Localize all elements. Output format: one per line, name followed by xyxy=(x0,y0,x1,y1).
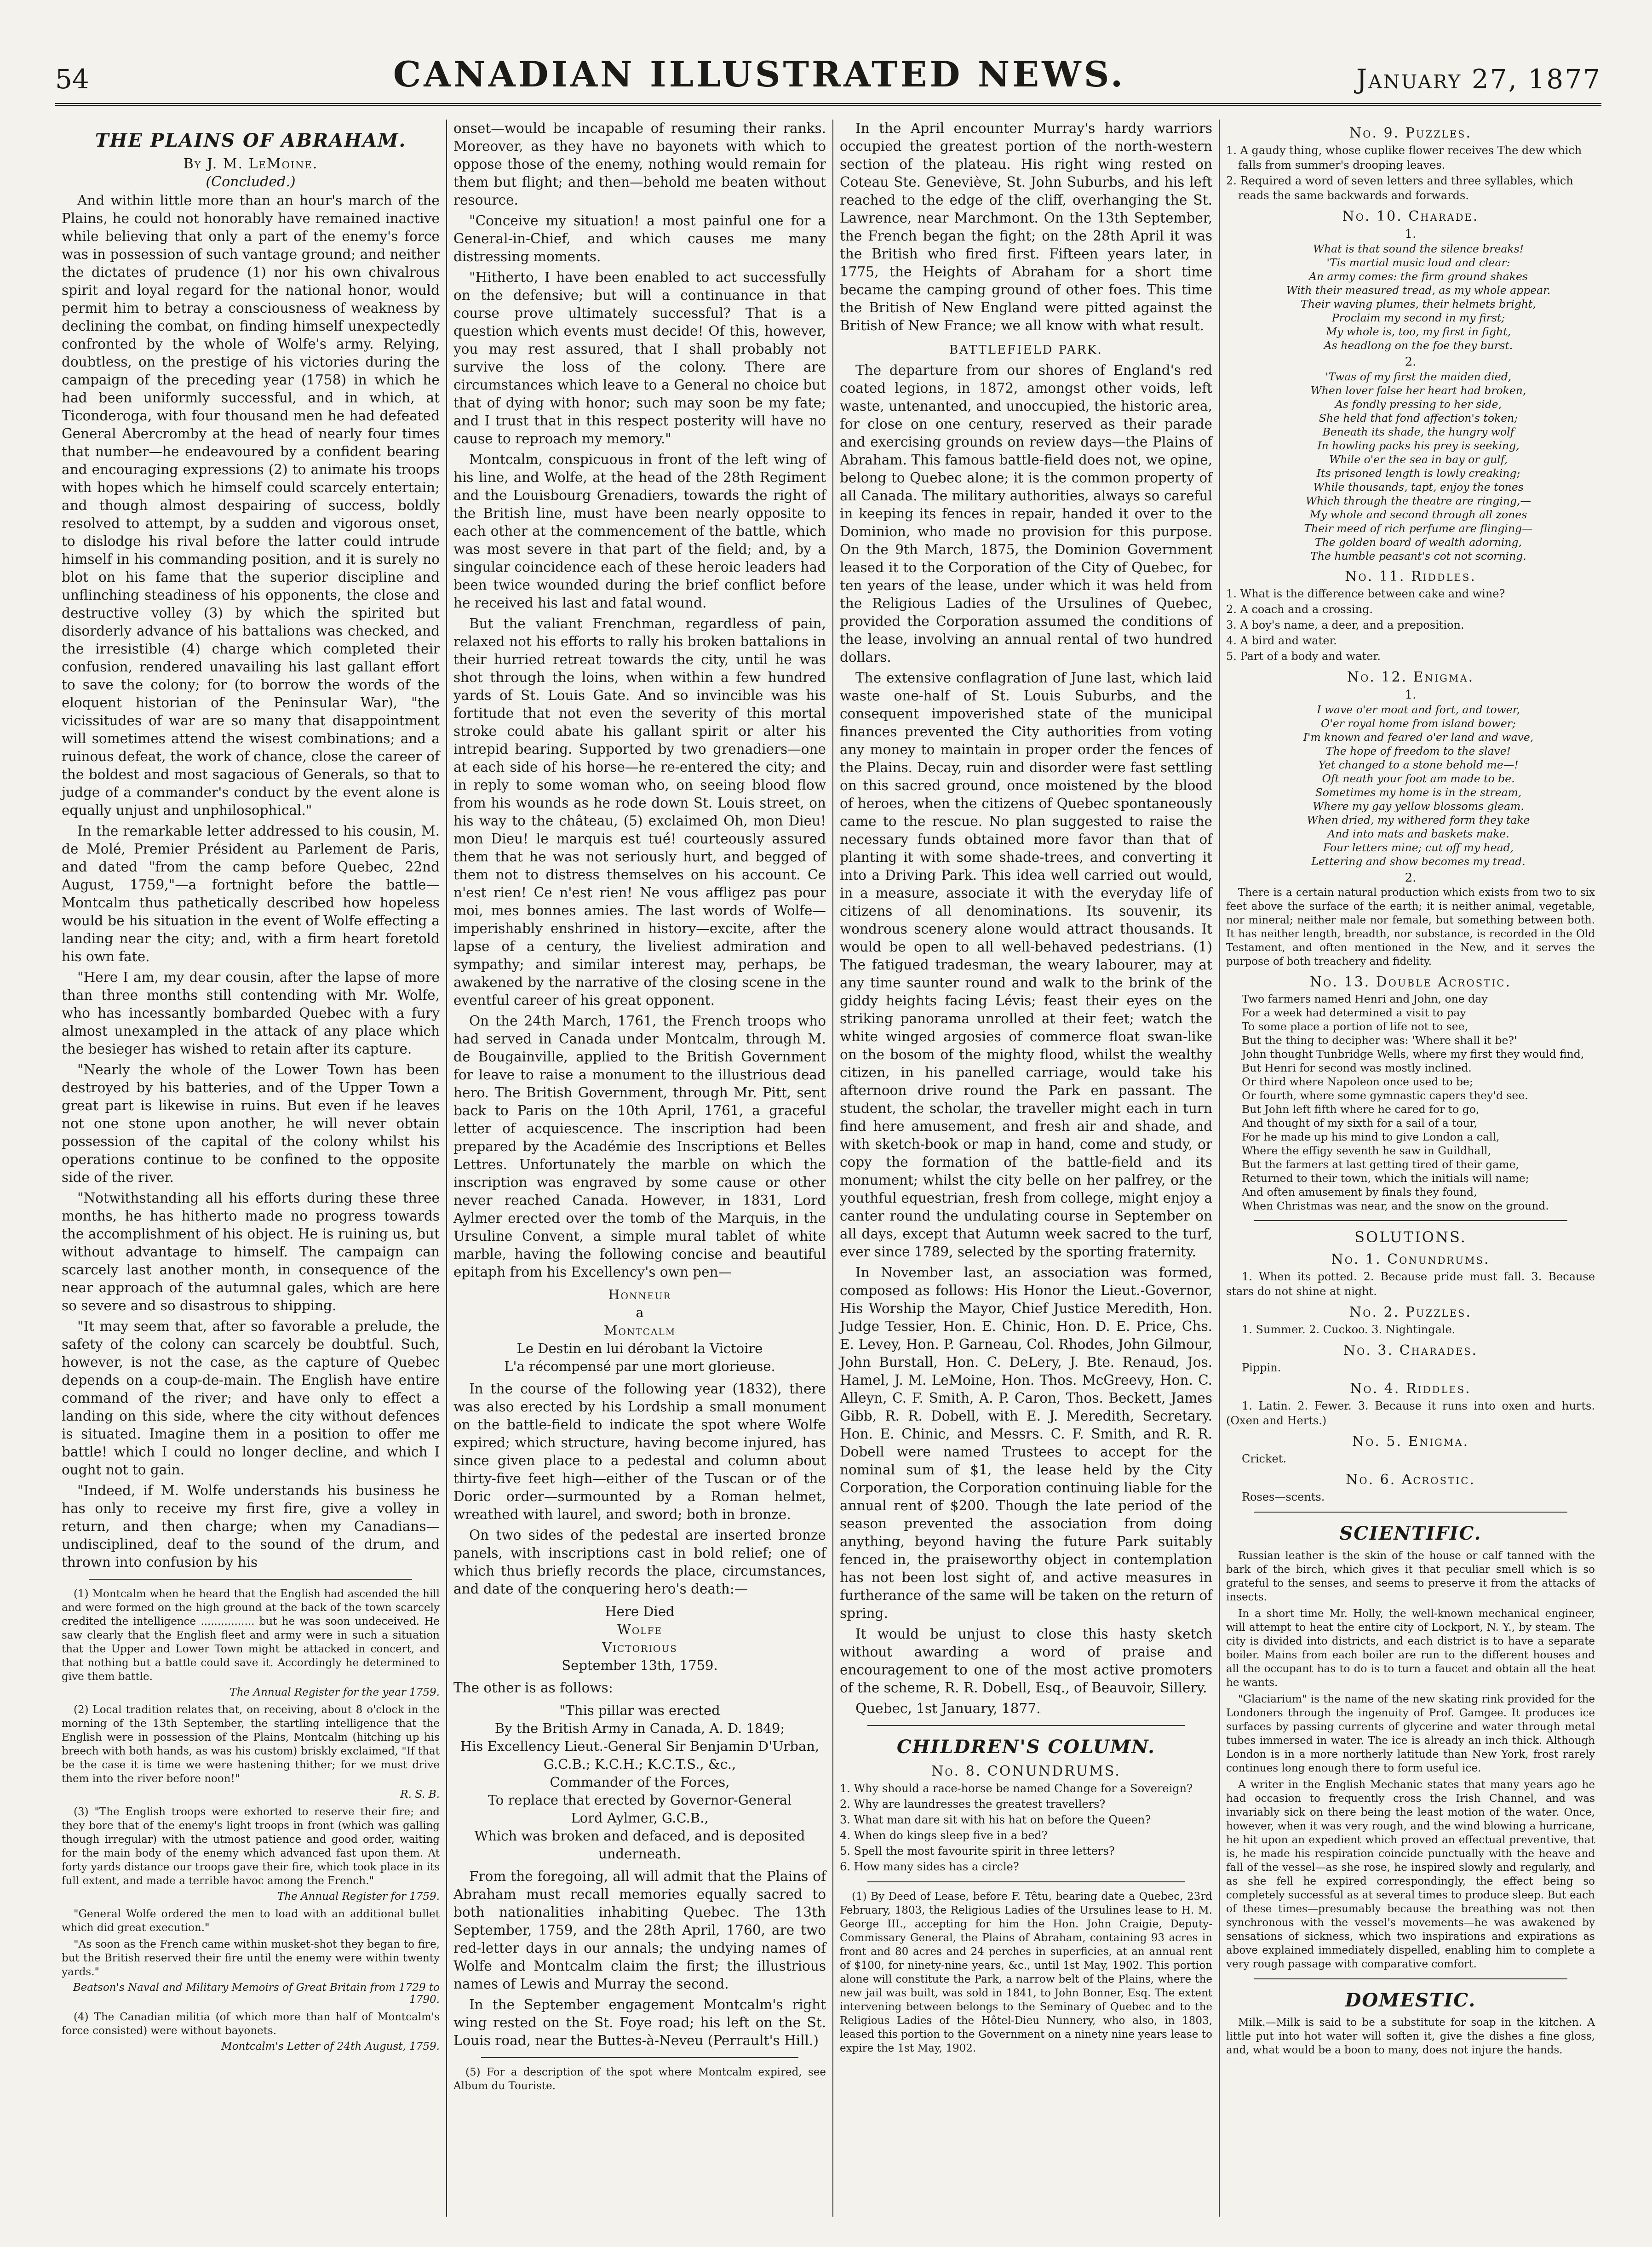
paragraph: onset—would be incapable of resuming their ranks. Moreover, as they have no bayonets with which to oppose those of the enemy, nothing would remain for them but flight; and then—behold me beaten without resource. xyxy=(453,120,826,208)
epitaph-wolfe xyxy=(453,1603,826,1674)
verse-line: Which through the theatre are ringing,— xyxy=(1305,494,1532,507)
part-number: 1. xyxy=(1405,688,1417,702)
list-item: 4. A bird and water. xyxy=(1226,634,1337,647)
divider xyxy=(89,1579,412,1580)
column-1 xyxy=(55,120,446,2217)
list-item: 3. A boy's name, a deer, and a preposition. xyxy=(1226,619,1464,631)
paragraph: "Here I am, my dear cousin, after the lapse of more than three months still contending with Mr. Wolfe, who has incessantly bombarded Quebec with a fury almost unexampled in the attack of any place which the besieger has wished to retain after its capture. xyxy=(62,969,440,1057)
list-item: 1. A gaudy thing, whose cuplike flower receives The dew which falls from summer's drooping leaves. xyxy=(1226,144,1582,172)
list-item: 4. When do kings sleep five in a bed? xyxy=(840,1829,1048,1842)
epitaph-line: Honneur xyxy=(608,1287,671,1302)
footnote-source: The Annual Register for the year 1759. xyxy=(229,1686,440,1698)
footnote: (4) The Canadian militia (of which more than half of Montcalm's force consisted) were without bayonets. xyxy=(62,2011,440,2037)
divider xyxy=(481,2057,798,2058)
verse-line: As headlong on the foe they burst. xyxy=(1324,339,1513,352)
solution-title: No. 6. Acrostic. xyxy=(1346,1472,1475,1488)
issue-date: January 27, 1877 xyxy=(1356,63,1601,95)
footnote-source: Beatson's Naval and Military Memoirs of Great Britain from 1729 to 1790. xyxy=(73,1982,440,2006)
verse-line: My whole is, too, my first in fight, xyxy=(1325,325,1511,338)
divider xyxy=(867,1881,1185,1882)
verse-line: But the farmers at last getting tired of their game, xyxy=(1242,1158,1519,1171)
verse-line: When Christmas was near, and the snow on the ground. xyxy=(1242,1199,1549,1212)
verse-line: And thought of my sixth for a sail of a tour, xyxy=(1242,1117,1478,1129)
verse-line: My whole and second through all zones xyxy=(1309,508,1527,521)
divider xyxy=(867,1725,1185,1726)
verse-line: The golden board of wealth adorning, xyxy=(1314,536,1522,549)
verse-line: And into mats and baskets make. xyxy=(1327,827,1509,840)
puzzle-title: No. 12. Enigma. xyxy=(1347,669,1474,685)
footnote-source: The Annual Register for 1759. xyxy=(277,1891,440,1903)
part-number: 2. xyxy=(1405,871,1417,885)
paragraph: "Notwithstanding all his efforts during these three months, he has hitherto made no progress towards the accomplishment of his object. He is ruining us, but without advantage to himself. The campaign can scarcely last another month, in consequence of the near approach of the autumnal gales, which are here so severe and so disastrous to shipping. xyxy=(62,1190,440,1313)
solution-text: 1. Latin. 2. Fewer. 3. Because it runs into oxen and hurts. (Oxen and Herts.) xyxy=(1226,1399,1595,1427)
verse-line: For a week had determined a visit to pay xyxy=(1242,1006,1466,1019)
verse-line: In howling packs his prey is seeking, xyxy=(1317,439,1520,452)
verse-line: Lettering and show becomes my tread. xyxy=(1311,855,1526,868)
verse-line: When dried, my withered form they take xyxy=(1307,814,1530,826)
verse-line: Four letters mine; cut off my head, xyxy=(1323,841,1514,854)
epitaph-line: September 13th, 1759. xyxy=(562,1657,718,1673)
verse-line: I wave o'er moat and fort, and tower, xyxy=(1317,703,1520,716)
list-item: 5. Spell the most favourite spirit in three letters? xyxy=(840,1845,1115,1857)
verse-line: Or fourth, where some gymnastic capers they'd see. xyxy=(1242,1089,1528,1102)
puzzle-title: No. 10. Charade. xyxy=(1342,208,1479,224)
verse-line: I'm known and feared o'er land and wave, xyxy=(1303,731,1534,744)
list-item: 1. Why should a race-horse be named Change for a Sovereign? xyxy=(840,1782,1193,1795)
verse-line: 'Tis martial music loud and clear: xyxy=(1326,256,1510,269)
paragraph: "Nearly the whole of the Lower Town has been destroyed by his batteries, and of the Upper Town a great part is likewise in ruins. But even if he leaves not one stone upon another, he will never obtain possession of the capital of the colony whilst his operations continue to be confined to the opposite side of the river. xyxy=(62,1062,440,1185)
epitaph-line: Which was broken and defaced, and is deposited underneath. xyxy=(474,1828,805,1862)
solutions-title: SOLUTIONS. xyxy=(1354,1228,1467,1246)
puzzle-title: No. 9. Puzzles. xyxy=(1349,125,1472,141)
verse-line: Returned to their town, which the initials will name; xyxy=(1242,1172,1529,1185)
epitaph-line: "This pillar was erected xyxy=(559,1702,720,1718)
paragraph: "Indeed, if M. Wolfe understands his business he has only to receive my first fire, give a volley in return, and then charge; when my Canadians—undisciplined, deaf to the sound of the drum, and thrown into confusion by his xyxy=(62,1483,440,1570)
paragraph: "It may seem that, after so favorable a prelude, the safety of the colony can scarcely be doubtful. Such, however, is not the case, as the capture of Quebec depends on a coup-de-main. The English have entire command of the river; and have only to effect a landing on this side, where the city without defences is situated. Imagine them in a position to offer me battle! which I could no longer decline, and which I ought not to gain. xyxy=(62,1318,440,1478)
verse-line: The hope of freedom to the slave! xyxy=(1325,745,1511,757)
paragraph: Milk.—Milk is said to be a substitute for soap in the kitchen. A little put into hot water will soften it, give the dishes a fine gloss, and, what would be a boon to many, does not injure the hands. xyxy=(1226,2017,1595,2056)
paragraph: Russian leather is the skin of the house or calf tanned with the bark of the birch, which gives it that peculiar smell which is so grateful to the senses, and seems to preserve it from the attacks of insects. xyxy=(1226,1550,1595,1603)
epitaph-line: L'a récompensé par une mort glorieuse. xyxy=(504,1359,775,1374)
puzzle-title: No. 13. Double Acrostic. xyxy=(1309,974,1512,990)
footnote: "As soon as the French came within musket-shot they began to fire, but the British reserved their fire until the enemy were within twenty yards." xyxy=(62,1938,440,1978)
footnote: "General Wolfe ordered the men to load with an additional bullet which did great execution." xyxy=(62,1908,440,1934)
paragraph: In the April encounter Murray's hardy warriors occupied the greatest portion of the north-western section of the plateau. His right wing rested on Coteau Ste. Geneviève, St. John Suburbs, and his left reached to the edge of the cliff, overhanging the St. Lawrence, near Marchmont. On the 13th September, the French began the fight; on the 28th April it was the British who fired first. Fifteen years later, in 1775, the Heights of Abraham for a short time became the camping ground of other foes. This time the British of New England were pitted against the British of New France; we all know with what result. xyxy=(840,120,1212,333)
paragraph: The departure from our shores of England's red coated legions, in 1872, amongst other voids, left waste, untenanted, and unoccupied, the historic area, for close on one century, reserved as their parade and exercising grounds on review days—the Plains of Abraham. This famous battle-field does not, we opine, belong to Quebec alone; it is the common property of all Canada. The military authorities, always so careful in keeping its fences in repair, handed it over to the Dominion, who made no provision for this purpose. On the 9th March, 1875, the Dominion Government leased it to the Corporation of the City of Quebec, for ten years of the lease, under which it was held from the Religious Ladies of the Ursulines of Quebec, provided the Corporation assumed the conditions of the lease, involving an annual rental of two hundred dollars. xyxy=(840,362,1212,665)
paragraph: In the September engagement Montcalm's right wing rested on the St. Foye road; his left on the St. Louis road, near the Buttes-à-Neveu (Perrault's Hill.) xyxy=(453,1997,826,2048)
verse-line: Where the effigy seventh he saw in Guildhall, xyxy=(1242,1144,1491,1157)
verse-line: Its prisoned length is lowly creaking; xyxy=(1316,467,1520,480)
newspaper-title: CANADIAN ILLUSTRATED NEWS. xyxy=(393,54,1126,95)
pillar-inscription xyxy=(453,1702,826,1863)
paragraph: And within little more than an hour's march of the Plains, he could not honorably have remained inactive while believing that only a part of the enemy's force was in possession of such vantage ground; and neither the dictates of prudence (1) nor his own chivalrous spirit and loyal regard for the national honor, would permit him to betray a consciousness of weakness by declining the combat, on finding himself unexpectedly confronted by the whole of Wolfe's army. Relying, doubtless, on the prestige of his victories during the campaign of the preceding year (1758) in which he had been uniformly successful, and in which, at Ticonderoga, with four thousand men he had defeated General Abercromby at the head of nearly four times that number—he endeavoured by a confident bearing and encouraging expressions (2) to animate his troops with hopes which he himself could scarcely entertain; and though almost despairing of success, boldly resolved to attempt, by a sudden and vigorous onset, to dislodge his rival before the latter could intrude himself in his commanding position, and it is surely no blot on his fame that the superior discipline and unflinching steadiness of his opponents, the close and destructive volley (3) by which the spirited but disorderly advance of his battalions was checked, and the irresistible (4) charge which completed their confusion, rendered unavailing his last gallant effort to save the colony; for (to borrow the words of the eloquent historian of the Peninsular War), "the vicissitudes of war are so many that disappointment will sometimes attend the wisest combinations; and a ruinous defeat, the work of chance, close the career of the boldest and most sagacious of Generals, so that to judge of a commander's conduct by the event alone is equally unjust and unphilosophical." xyxy=(62,193,440,818)
verse-line: Yet changed to a stone behold me—! xyxy=(1318,758,1519,771)
paragraph: The extensive conflagration of June last, which laid waste one-half of St. Louis Suburbs, and the consequent impoverished state of the municipal finances prevented the City authorities from voting any money to maintain in proper order the fences of the Plains. Decay, ruin and disorder were fast settling on this sacred ground, once moistened by the blood of heroes, when the citizens of Quebec spontaneously came to the rescue. No plan suggested to raise the necessary funds obtained more favor than that of planting it with some shade-trees, and converting it into a Driving Park. This idea well carried out would, in a measure, associate it with the everyday life of citizens of all denominations. Its souvenir, its wondrous scenery alone would attract thousands. It would be open to all well-behaved pedestrians. (1) The fatigued tradesman, the weary labourer, may at any time saunter round and walk to the brink of the giddy heights facing Lévis; feast their eyes on the striking panorama unrolled at their feet; watch the white winged argosies of commerce float swan-like on the bosom of the mighty flood, whilst the wealthy citizen, in his panelled carriage, would take his afternoon drive round the Park en passant. The student, the scholar, the traveller might each in turn find here amusement, and fresh air and shade, and with sketch-book or map in hand, come and study, or copy the formation of the battle-field and its monument; whilst the city belle on her palfrey, or the youthful equestrian, fresh from college, might enjoy a canter round the undulating course in September on all days, except that Autumn week sacred to the turf, ever since 1789, selected by the sporting fraternity. xyxy=(840,670,1212,1260)
solution-title: No. 1. Conundrums. xyxy=(1331,1251,1490,1267)
verse-line: Or third where Napoleon once used to be; xyxy=(1242,1075,1473,1088)
verse-line: What is that sound the silence breaks! xyxy=(1313,242,1524,255)
verse-line: When lover false her heart had broken, xyxy=(1310,384,1526,397)
paragraph: There is a certain natural production which exists from two to six feet above the surface of the earth; it is neither animal, vegetable, nor mineral; neither male nor female, but something between both. It has neither length, breadth, nor substance, is recorded in the Old Testament, and often mentioned in the New, and it serves the purpose of both treachery and fidelity. xyxy=(1226,887,1595,968)
list-item: 2. Why are laundresses the greatest travellers? xyxy=(840,1798,1106,1811)
verse-line: An army comes: the firm ground shakes xyxy=(1308,270,1528,283)
paragraph: A writer in the English Mechanic states that many years ago he had occasion to frequently cross the Irish Channel, and was invariably sick on there being the least motion of the water. Once, however, when it was very rough, and the wind blowing a hurricane, he hit upon an expedient which proved an effectual preventive, that is, he made his respiration coincide punctually with the heave and fall of the vessel—as she rose, he inspired slowly and regularly, and as she fell he expired correspondingly, the effect being so completely successful as at several times to produce sleep. But each of these times—presumably because the breathing was not then synchronous with the vessel's movements—he was awakened by sensations of sickness, which two inspirations and expirations as above explained immediately dispelled, enabling him to complete a very rough passage with comparative comfort. xyxy=(1226,1779,1595,1970)
verse-line: For he made up his mind to give London a call, xyxy=(1242,1130,1500,1143)
solution-title: No. 3. Charades. xyxy=(1343,1342,1478,1359)
footnote: (1) Montcalm when he heard that the English had ascended the hill and were formed on the high ground at the back of the town scarcely credited the intelligence ................ but he was soon undeceived. He saw clearly that the English fleet and army were in such a situation that the Upper and Lower Town might be attacked in concert, and that nothing but a battle could save it. Accordingly he determined to give them battle. xyxy=(62,1588,440,1683)
verse-line: But Henri for second was mostly inclined. xyxy=(1242,1061,1472,1074)
footnote-source: Montcalm's Letter of 24th August, 1759. xyxy=(221,2041,440,2052)
paragraph: In the remarkable letter addressed to his cousin, M. de Molé, Premier Président au Parlement de Paris, and dated "from the camp before Quebec, 22nd August, 1759,"—a fortnight before the battle—Montcalm thus pathetically described how hopeless would be his situation in the event of Wolfe effecting a landing near the city; and, with a firm heart foretold his own fate. xyxy=(62,823,440,964)
epitaph-line: G.C.B.; K.C.H.; K.C.T.S., &c., xyxy=(543,1756,736,1772)
dateline: Quebec, 1st January, 1877. xyxy=(855,1701,1041,1716)
section-title: CHILDREN'S COLUMN. xyxy=(896,1736,1156,1758)
verse-line: As fondly pressing to her side, xyxy=(1335,398,1502,411)
solution-title: No. 5. Enigma. xyxy=(1352,1433,1469,1450)
paragraph: The other is as follows: xyxy=(453,1680,613,1696)
list-item: 2. Required a word of seven letters and three syllables, which reads the same backwards and forwards. xyxy=(1226,174,1573,202)
paragraph: But the valiant Frenchman, regardless of pain, relaxed not his efforts to rally his broken battalions in their hurried retreat towards the city, until he was shot through the loins, when within a few hundred yards of St. Louis Gate. And so invincible was his fortitude that not even the severity of this mortal stroke could abate his gallant spirit or alter his intrepid bearing. Supported by two grenadiers—one at each side of his horse—he re-entered the city; and in reply to some woman who, on seeing blood flow from his wounds as he rode down St. Louis street, on his way to the château, (5) exclaimed Oh, mon Dieu! mon Dieu! le marquis est tué! courteously assured them that he was not seriously hurt, and begged of them not to distress themselves on his account. Ce n'est rien! Ce n'est rien! Ne vous affligez pas pour moi, mes bonnes amies. The last words of Wolfe—imperishably enshrined in history—excite, after the lapse of a century, the liveliest admiration and sympathy; and similar interest may, perhaps, be awakened by the narrative of the closing scene in the eventful career of his great opponent. xyxy=(453,616,826,1008)
solution-text: 1. When its potted. 2. Because pride must fall. 3. Because stars do not shine at night. xyxy=(1226,1270,1595,1298)
epitaph-line: Le Destin en lui dérobant la Victoire xyxy=(516,1341,763,1356)
page-number: 54 xyxy=(55,63,89,95)
footnote: (5) For a description of the spot where Montcalm expired, see Album du Touriste. xyxy=(453,2066,826,2092)
paragraph: It would be unjust to close this hasty sketch without awarding a word of praise and encouragement to one of the most active promoters of the scheme, R. R. Dobell, Esq., of Beauvoir, Sillery. xyxy=(840,1626,1212,1696)
verse-line: With their measured tread, as my whole appear. xyxy=(1286,284,1551,297)
article-byline: By J. M. LeMoine. xyxy=(183,156,318,172)
paragraph: "Hitherto, I have been enabled to act successfully on the defensive; but will a continuance in that course prove ultimately successful? That is a question which events must decide! Of this, however, you may rest assured, that I shall probably not survive the loss of the colony. There are circumstances which leave to a General no choice but that of dying with honor; such may soon be my fate; and I trust that in this respect posterity will have no cause to reproach my memory." xyxy=(453,269,826,447)
column-2 xyxy=(446,120,832,2217)
section-heading: BATTLEFIELD PARK. xyxy=(949,343,1103,357)
verse-line: Their meed of rich perfume are flinging— xyxy=(1304,522,1533,535)
footnote: (2) Local tradition relates that, on receiving, about 8 o'clock in the morning of the 13th September, the startling intelligence that the English were in possession of the Plains, Montcalm (hitching up his breech with both hands, as was his custom) briskly exclaimed, "If that be the case it is time we were hastening thither; for we must drive them into the river before noon!" xyxy=(62,1704,440,1785)
paragraph: "Conceive my situation! a most painful one for a General-in-Chief, and which causes me many distressing moments. xyxy=(453,213,826,264)
verse-line: While thousands, tapt, enjoy the tones xyxy=(1313,481,1524,493)
paragraph: In November last, an association was formed, composed as follows: His Honor the Lieut.-Governor, His Worship the Mayor, Chief Justice Meredith, Hon. Judge Tessier, Hon. E. Chinic, Hon. D. E. Price, Chs. E. Levey, Hon. P. Garneau, Col. Rhodes, John Gilmour, John Burstall, Hon. C. DeLery, J. Bte. Renaud, Jos. Hamel, J. M. LeMoine, Hon. Thos. McGreevy, Hon. C. Alleyn, C. F. Smith, A. P. Caron, Thos. Beckett, James Gibb, R. R. Dobell, with E. J. Meredith, Secretary. Hon. E. Chinic, and Messrs. C. F. Smith, and R. R. Dobell were named Trustees to accept for the nominal sum of $1, the lease held by the City Corporation, the Corporation continuing liable for the annual rent of $200. Though the late period of the season prevented the association from doing anything, beyond having the future Park suitably fenced in, the praiseworthy object in contemplation has not been lost sight of, and active measures in furtherance of the same will be taken on the return of spring. xyxy=(840,1265,1212,1621)
puzzle-title: No. 8. CONUNDRUMS. xyxy=(931,1763,1121,1779)
epitaph-line: Lord Aylmer, G.C.B., xyxy=(571,1810,709,1826)
verse-line: But the thing to decipher was: 'Where shall it be?' xyxy=(1242,1034,1517,1047)
epitaph-line: Montcalm xyxy=(603,1323,676,1338)
masthead xyxy=(55,37,1601,106)
epitaph-line: His Excellency Lieut.-General Sir Benjamin D'Urban, xyxy=(460,1738,820,1754)
verse-line: Proclaim my second in my first; xyxy=(1331,311,1505,324)
part-number: 2. xyxy=(1405,355,1417,369)
column-3 xyxy=(832,120,1219,2217)
epitaph-line: Victorious xyxy=(602,1639,677,1655)
list-item: 6. How many sides has a circle? xyxy=(840,1860,1019,1873)
column-4 xyxy=(1219,120,1601,2217)
paragraph: From the foregoing, all will admit that the Plains of Abraham must recall memories equally sacred to both nationalities inhabiting Quebec. The 13th September, 1759, and the 28th April, 1760, are two red-letter days in our annals; the undying names of Wolfe and Montcalm claim the first; the illustrious names of Lewis and Murray the second. xyxy=(453,1869,826,1992)
verse-line: Their waving plumes, their helmets bright, xyxy=(1301,298,1536,310)
verse-line: Two farmers named Henri and John, one day xyxy=(1242,992,1488,1005)
divider xyxy=(1254,1512,1567,1513)
epitaph-line: Wolfe xyxy=(617,1622,662,1637)
list-item: 3. What man dare sit with his hat on before the Queen? xyxy=(840,1813,1151,1826)
verse-line: Oft neath your foot am made to be. xyxy=(1322,772,1515,785)
verse-line: To some place a portion of life not to see, xyxy=(1242,1020,1468,1033)
verse-line: The humble peasant's cot not scorning. xyxy=(1310,550,1526,562)
paragraph: On the 24th March, 1761, the French troops who had served in Canada under Montcalm, through M. de Bougainville, applied to the British Government for leave to raise a monument to the illustrious dead hero. The British Government, through Mr. Pitt, sent back to Paris on the 10th April, 1761, a graceful letter of acquiescence. The inscription had been prepared by the Académie des Inscriptions et Belles Lettres. Unfortunately the marble on which the inscription was engraved by some cause or other never reached Canada. However, in 1831, Lord Aylmer erected over the tomb of the Marquis, in the Ursuline Convent, a simple mural tablet of white marble, having the following concise and beautiful epitaph from his Excellency's own pen— xyxy=(453,1013,826,1280)
epitaph-montcalm xyxy=(453,1286,826,1376)
solution-text: Roses—scents. xyxy=(1242,1490,1325,1503)
verse-line: But John left fifth where he cared for to go, xyxy=(1242,1103,1480,1116)
solution-text: Cricket. xyxy=(1242,1452,1286,1465)
solution-title: No. 4. Riddles. xyxy=(1350,1381,1471,1397)
verse-line: John thought Tunbridge Wells, where my first they would find, xyxy=(1242,1048,1584,1060)
epitaph-line: Here Died xyxy=(605,1604,675,1619)
columns xyxy=(55,120,1601,2217)
list-item: 2. A coach and a crossing. xyxy=(1226,603,1373,616)
footnote: (3) "The English troops were exhorted to reserve their fire; and they bore that of the enemy's light troops in front (which was galling though irregular) with the utmost patience and good order, waiting for the main body of the enemy which advanced fast upon them. At forty yards distance our troops gave their fire, which took place in its full extent, and made a terrible havoc among the French." xyxy=(62,1806,440,1887)
verse-line: She held that fond affection's token; xyxy=(1319,412,1518,424)
epitaph-line: Commander of the Forces, xyxy=(550,1774,730,1790)
verse-line: Where my gay yellow blossoms gleam. xyxy=(1313,800,1524,813)
paragraph: Montcalm, conspicuous in front of the left wing of his line, and Wolfe, at the head of the 28th Regiment and the Louisbourg Grenadiers, towards the right of the British line, must have been nearly opposite to each other at the commencement of the battle, which was most severe in that part of the field; and, by a singular coincidence each of these heroic leaders had been twice wounded during the brief conflict before he received his last and fatal wound. xyxy=(453,452,826,611)
list-item: 5. Part of a body and water. xyxy=(1226,650,1381,663)
section-title: SCIENTIFIC. xyxy=(1339,1523,1482,1544)
paragraph: In a short time Mr. Holly, the well-known mechanical engineer, will attempt to heat the entire city of Lockport, N. Y., by steam. The city is divided into districts, and each district is to have a separate boiler. Mains from each boiler are run to the different houses and all the occupant has to do is to turn a faucet and obtain all the heat he wants. xyxy=(1226,1608,1595,1689)
verse-line: And often amusement by finals they found, xyxy=(1242,1186,1477,1198)
verse-line: Beneath its shade, the hungry wolf xyxy=(1322,425,1514,438)
epitaph-line: By the British Army in Canada, A. D. 1849; xyxy=(494,1720,785,1736)
article-title: THE PLAINS OF ABRAHAM. xyxy=(95,130,407,151)
paragraph: In the course of the following year (1832), there was also erected by his Lordship a small monument on the battle-field to indicate the spot where Wolfe expired; which structure, having become injured, has since given place to a pedestal and column about thirty-five feet high—either of the Tuscan or of the Doric order—surmounted by a Roman helmet, wreathed with laurel, and sword; both in bronze. xyxy=(453,1381,826,1522)
article-note: (Concluded.) xyxy=(206,174,296,190)
solution-title: No. 2. Puzzles. xyxy=(1349,1304,1472,1320)
solution-text: 1. Summer. 2. Cuckoo. 3. Nightingale. xyxy=(1242,1323,1456,1336)
epitaph-line: To replace that erected by Governor-General xyxy=(488,1792,792,1808)
part-number: 1. xyxy=(1405,227,1417,241)
paragraph: On two sides of the pedestal are inserted bronze panels, with inscriptions cast in bold relief; one of which thus briefly records the place, circumstances, and date of the conquering hero's death:— xyxy=(453,1527,826,1597)
epitaph-line: a xyxy=(636,1305,644,1320)
verse-line: 'Twas of my first the maiden died, xyxy=(1325,370,1512,383)
verse-line: O'er royal home from island bower; xyxy=(1321,717,1516,730)
divider xyxy=(1254,1220,1567,1221)
verse-line: Sometimes my home is in the stream, xyxy=(1315,786,1522,799)
puzzle-title: No. 11. Riddles. xyxy=(1345,568,1476,585)
list-item: 1. What is the difference between cake and wine? xyxy=(1226,587,1505,600)
footnote: (1) By Deed of Lease, before F. Têtu, bearing date a Quebec, 23rd February, 1803, the Religious Ladies of the Ursulines lease to H. M. George III., accepting for him the Hon. John Craigie, Deputy-Commissary General, the Plains of Abraham, containing 93 acres in front and 80 acres and 24 perches in superficies, at an annual rent of $100, for ninety-nine years, &c., until 1st May, 1902. This portion alone will constitute the Park, a narrow belt of the Plains, where the new jail was built, was sold in 1841, to John Bonner, Esq. The extent intervening between belongs to the Seminary of Quebec and to the Religious Ladies of the Hôtel-Dieu Nunnery, who also, in 1803, leased this portion to the Government on a ninety nine years lease to expire the 1st May, 1902. xyxy=(840,1891,1212,2054)
section-title: DOMESTIC. xyxy=(1345,1989,1476,2011)
footnote-source: R. S. B. xyxy=(400,1788,440,1800)
paragraph: "Glaciarium" is the name of the new skating rink provided for the Londoners through the ingenuity of Prof. Gamgee. It produces ice surfaces by passing currents of glycerine and water through metal tubes immersed in water. The ice is already an inch thick. Although London is in a more northerly latitude than New York, frost rarely continues long enough there to form useful ice. xyxy=(1226,1693,1595,1774)
verse-line: While o'er the sea in bay or gulf, xyxy=(1329,453,1508,466)
divider xyxy=(1254,1978,1567,1979)
solution-text: Pippin. xyxy=(1242,1361,1281,1374)
